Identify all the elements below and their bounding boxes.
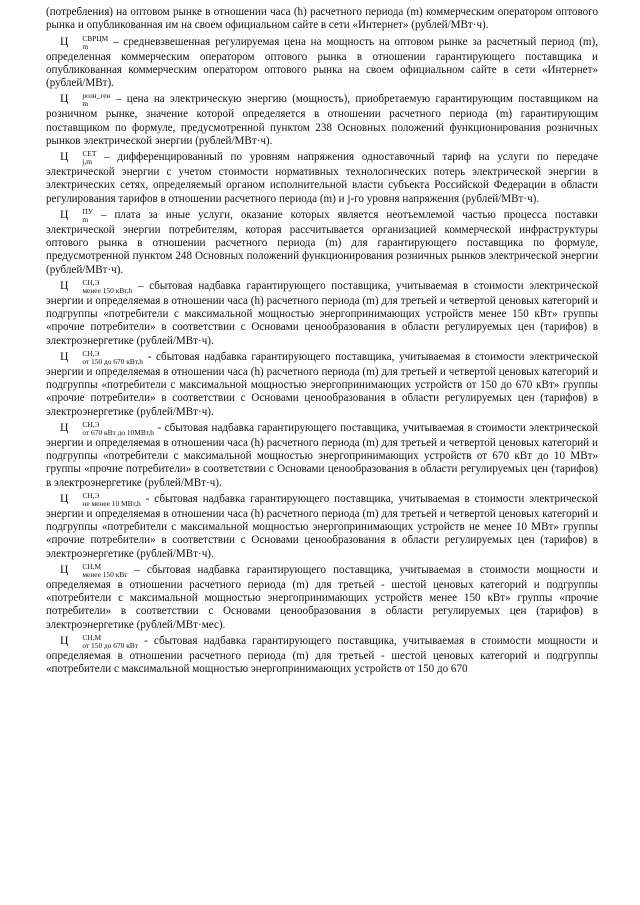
definition-rozn-gen: Ц розн_ген m – цена на электрическую энергию (мощность), приобретаемую гарантирующим поставщиком на розничном рынке, значение которой определяется в отношении расчетного периода (m) гарантирующим поставщиком по формуле, предусмотренной пунктом 238 Основных положений функционирования розничных рынков электрической энергии (рублей/МВт·ч). [46, 91, 598, 147]
formula-symbol: Ц СН,М менее 150 кВт [60, 561, 128, 579]
formula-symbol: Ц СН,Э менее 150 кВт,h [60, 277, 133, 295]
formula-symbol: Ц розн_ген m [60, 91, 111, 109]
formula-symbol: Ц СВРЦМ m [60, 33, 109, 51]
definition-sn-m-150-670: Ц СН,М от 150 до 670 кВт - сбытовая надбавка гарантирующего поставщика, учитываемая в стоимости мощности и определяемая в отношении расчетного периода (m) для третьей - шестой ценовых категорий и подгруппы «потребители с максимальной мощностью энергопринимающих устройств от 150 до 670 [46, 632, 598, 676]
definition-pu: Ц ПУ m – плата за иные услуги, оказание которых является неотъемлемой частью процесса поставки электрической энергии потребителям, которая рассчитывается организацией коммерческой инфраструктуры оптового рынка в отношении расчетного периода (m) для гарантирующего поставщика по формуле, предусмотренной пунктом 248 Основных положений функционирования розничных рынков электрической энергии (рублей/МВт·ч). [46, 206, 598, 276]
formula-symbol: Ц ПУ m [60, 206, 93, 224]
formula-symbol: Ц СН,Э не менее 10 МВт,h [60, 490, 141, 508]
definition-svrcm: Ц СВРЦМ m – средневзвешенная регулируемая цена на мощность на оптовом рынке за расчетный период (m), определенная коммерческим оператором оптового рынка в отношении гарантирующего поставщика и опубликованная коммерческим оператором оптового рынка на своем официальном сайте в сети «Интернет» (рублей/МВт). [46, 33, 598, 89]
definition-sn-e-150-670: Ц СН,Э от 150 до 670 кВт,h - сбытовая надбавка гарантирующего поставщика, учитываемая в стоимости электрической энергии и определяемая в отношении часа (h) расчетного периода (m) для третьей и четвертой ценовых категорий и подгруппы «потребители с максимальной мощностью энергопринимающих устройств от 150 до 670 кВт» группы «прочие потребители» в соответствии с Основами ценообразования в области регулируемых цен (тарифов) в электроэнергетике (рублей/МВт·ч). [46, 348, 598, 418]
definition-sn-e-over-10mw: Ц СН,Э не менее 10 МВт,h - сбытовая надбавка гарантирующего поставщика, учитываемая в стоимости электрической энергии и определяемая в отношении часа (h) расчетного периода (m) для третьей и четвертой ценовых категорий и подгруппы «потребители с максимальной мощностью энергопринимающих устройств не менее 10 МВт» группы «прочие потребители» в соответствии с Основами ценообразования в области регулируемых цен (тарифов) в электроэнергетике (рублей/МВт·ч). [46, 490, 598, 560]
definition-sn-e-less-150: Ц СН,Э менее 150 кВт,h – сбытовая надбавка гарантирующего поставщика, учитываемая в стоимости электрической энергии и определяемая в отношении часа (h) расчетного периода (m) для третьей и четвертой ценовых категорий и подгруппы «потребители с максимальной мощностью энергопринимающих устройств менее 150 кВт» группы «прочие потребители» в соответствии с Основами ценообразования в области регулируемых цен (тарифов) в электроэнергетике (рублей/МВт·ч). [46, 277, 598, 347]
definition-set: Ц СЕТ j,m – дифференцированный по уровням напряжения одноставочный тариф на услуги по передаче электрической энергии с учетом стоимости нормативных технологических потерь электрической энергии в электрических сетях, определяемый органом исполнительной власти субъекта Российской Федерации в области регулирования тарифов в отношении расчетного периода (m) и j-го уровня напряжения (рублей/МВт·ч). [46, 149, 598, 205]
definition-sn-e-670-10mw: Ц СН,Э от 670 кВт до 10МВт,h - сбытовая надбавка гарантирующего поставщика, учитываемая в стоимости электрической энергии и определяемая в отношении часа (h) расчетного периода (m) для третьей и четвертой ценовых категорий и подгруппы «потребители с максимальной мощностью энергопринимающих устройств от 670 кВт до 10 МВт» группы «прочие потребители» в соответствии с Основами ценообразования в области регулируемых цен (тарифов) в электроэнергетике (рублей/МВт·ч). [46, 419, 598, 489]
formula-symbol: Ц СН,Э от 670 кВт до 10МВт,h [60, 419, 154, 437]
formula-symbol: Ц СН,М от 150 до 670 кВт [60, 632, 138, 650]
definition-sn-m-less-150: Ц СН,М менее 150 кВт – сбытовая надбавка гарантирующего поставщика, учитываемая в стоимости мощности и определяемая в отношении расчетного периода (m) для третьей - шестой ценовых категорий и подгруппы «потребители с максимальной мощностью энергопринимающих устройств менее 150 кВт» группы «прочие потребители» в соответствии с Основами ценообразования в области регулируемых цен (тарифов) в электроэнергетике (рублей/МВт·мес). [46, 561, 598, 631]
formula-symbol: Ц СН,Э от 150 до 670 кВт,h [60, 348, 143, 366]
formula-symbol: Ц СЕТ j,m [60, 149, 97, 167]
paragraph-continuation: (потребления) на оптовом рынке в отношении часа (h) расчетного периода (m) коммерческим оператором оптового рынка и опубликованная им на своем официальном сайте в сети «Интернет» (рублей/МВт·ч). [46, 6, 598, 32]
